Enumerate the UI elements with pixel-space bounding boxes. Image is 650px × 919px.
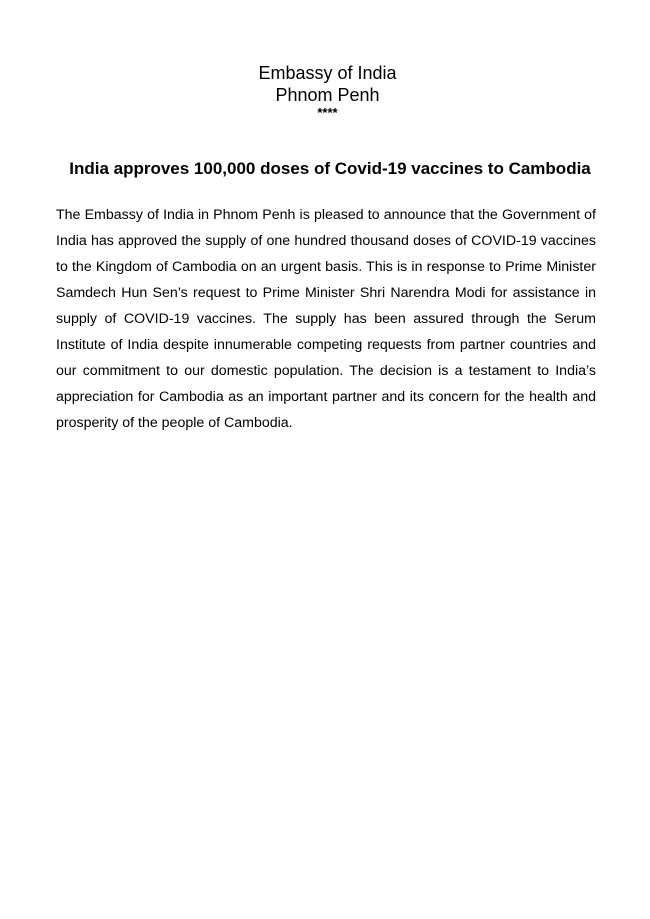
press-release-body: The Embassy of India in Phnom Penh is pleased to announce that the Government of India has approved the supply of one hundred thousand doses of COVID-19 vaccines to the Kingdom of Cambodia on an urgent basis. This is in response to Prime Minister Samdech Hun Sen’s request to Prime Minister Shri Narendra Modi for assistance in supply of COVID-19 vaccines. The supply has been assured through the Serum Institute of India despite innumerable competing requests from partner countries and our commitment to our domestic population. The decision is a testament to India’s appreciation for Cambodia as an important partner and its concern for the health and prosperity of the people of Cambodia.	[56, 207, 596, 431]
organization-city: Phnom Penh	[275, 85, 380, 105]
press-release-title: India approves 100,000 doses of Covid-19 vaccines to Cambodia	[69, 159, 591, 178]
letterhead	[0, 62, 650, 120]
organization-name: Embassy of India	[258, 63, 397, 83]
asterisk-separator: ****	[317, 105, 338, 120]
